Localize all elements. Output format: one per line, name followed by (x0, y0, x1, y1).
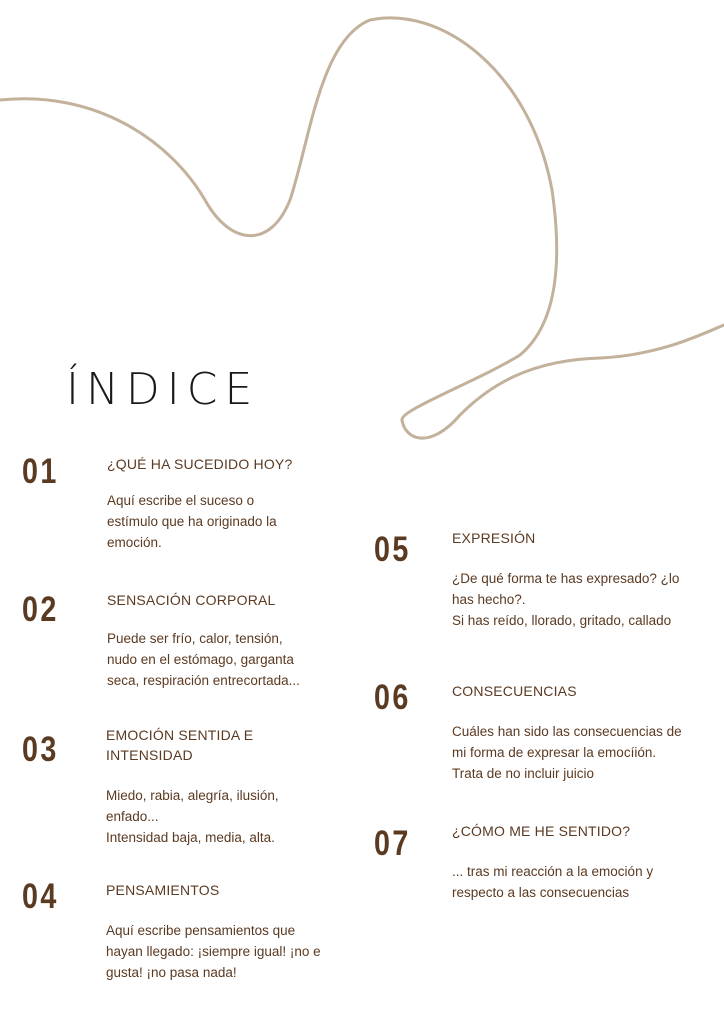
entry-heading: ¿CÓMO ME HE SENTIDO? (452, 823, 631, 839)
entry-heading: PENSAMIENTOS (106, 882, 220, 898)
entry-heading: SENSACIÓN CORPORAL (107, 592, 276, 608)
index-entry-06 (374, 678, 714, 788)
index-entry-01 (22, 452, 342, 562)
entry-description: ... tras mi reacción a la emoción y respecto a las consecuencias (452, 864, 654, 900)
index-entry-05 (374, 530, 714, 640)
entry-description: Aquí escribe pensamientos que hayan llegado: ¡siempre igual! ¡no e gusta! ¡no pasa nada! (106, 923, 321, 980)
entry-heading: ¿QUÉ HA SUCEDIDO HOY? (107, 456, 293, 472)
entry-number: 03 (22, 730, 59, 769)
entry-description: Aquí escribe el suceso o estímulo que ha originado la emoción. (107, 493, 277, 550)
entry-number: 05 (374, 530, 411, 569)
index-entry-03 (22, 728, 342, 858)
entry-number: 06 (374, 678, 411, 717)
entry-description: Miedo, rabia, alegría, ilusión, enfado... Intensidad baja, media, alta. (106, 788, 279, 845)
index-entry-02 (22, 590, 342, 700)
entry-heading: CONSECUENCIAS (452, 683, 577, 699)
entry-heading: EXPRESIÓN (452, 530, 536, 546)
index-entry-07 (374, 824, 714, 914)
entry-heading: EMOCIÓN SENTIDA E INTENSIDAD (106, 727, 254, 763)
index-entry-04 (22, 877, 342, 987)
entry-description: Puede ser frío, calor, tensión, nudo en el estómago, garganta seca, respiración entrecortada... (107, 631, 300, 688)
entry-number: 07 (374, 824, 411, 863)
entry-number: 01 (22, 452, 59, 491)
entry-number: 02 (22, 590, 59, 629)
entry-description: Cuáles han sido las consecuencias de mi forma de expresar la emocíión. Trata de no incluir juicio (452, 724, 682, 781)
entry-description: ¿De qué forma te has expresado? ¿lo has hecho?. Si has reído, llorado, gritado, callado (452, 571, 680, 628)
entry-number: 04 (22, 877, 59, 916)
page-title: ÍNDICE (66, 364, 260, 415)
